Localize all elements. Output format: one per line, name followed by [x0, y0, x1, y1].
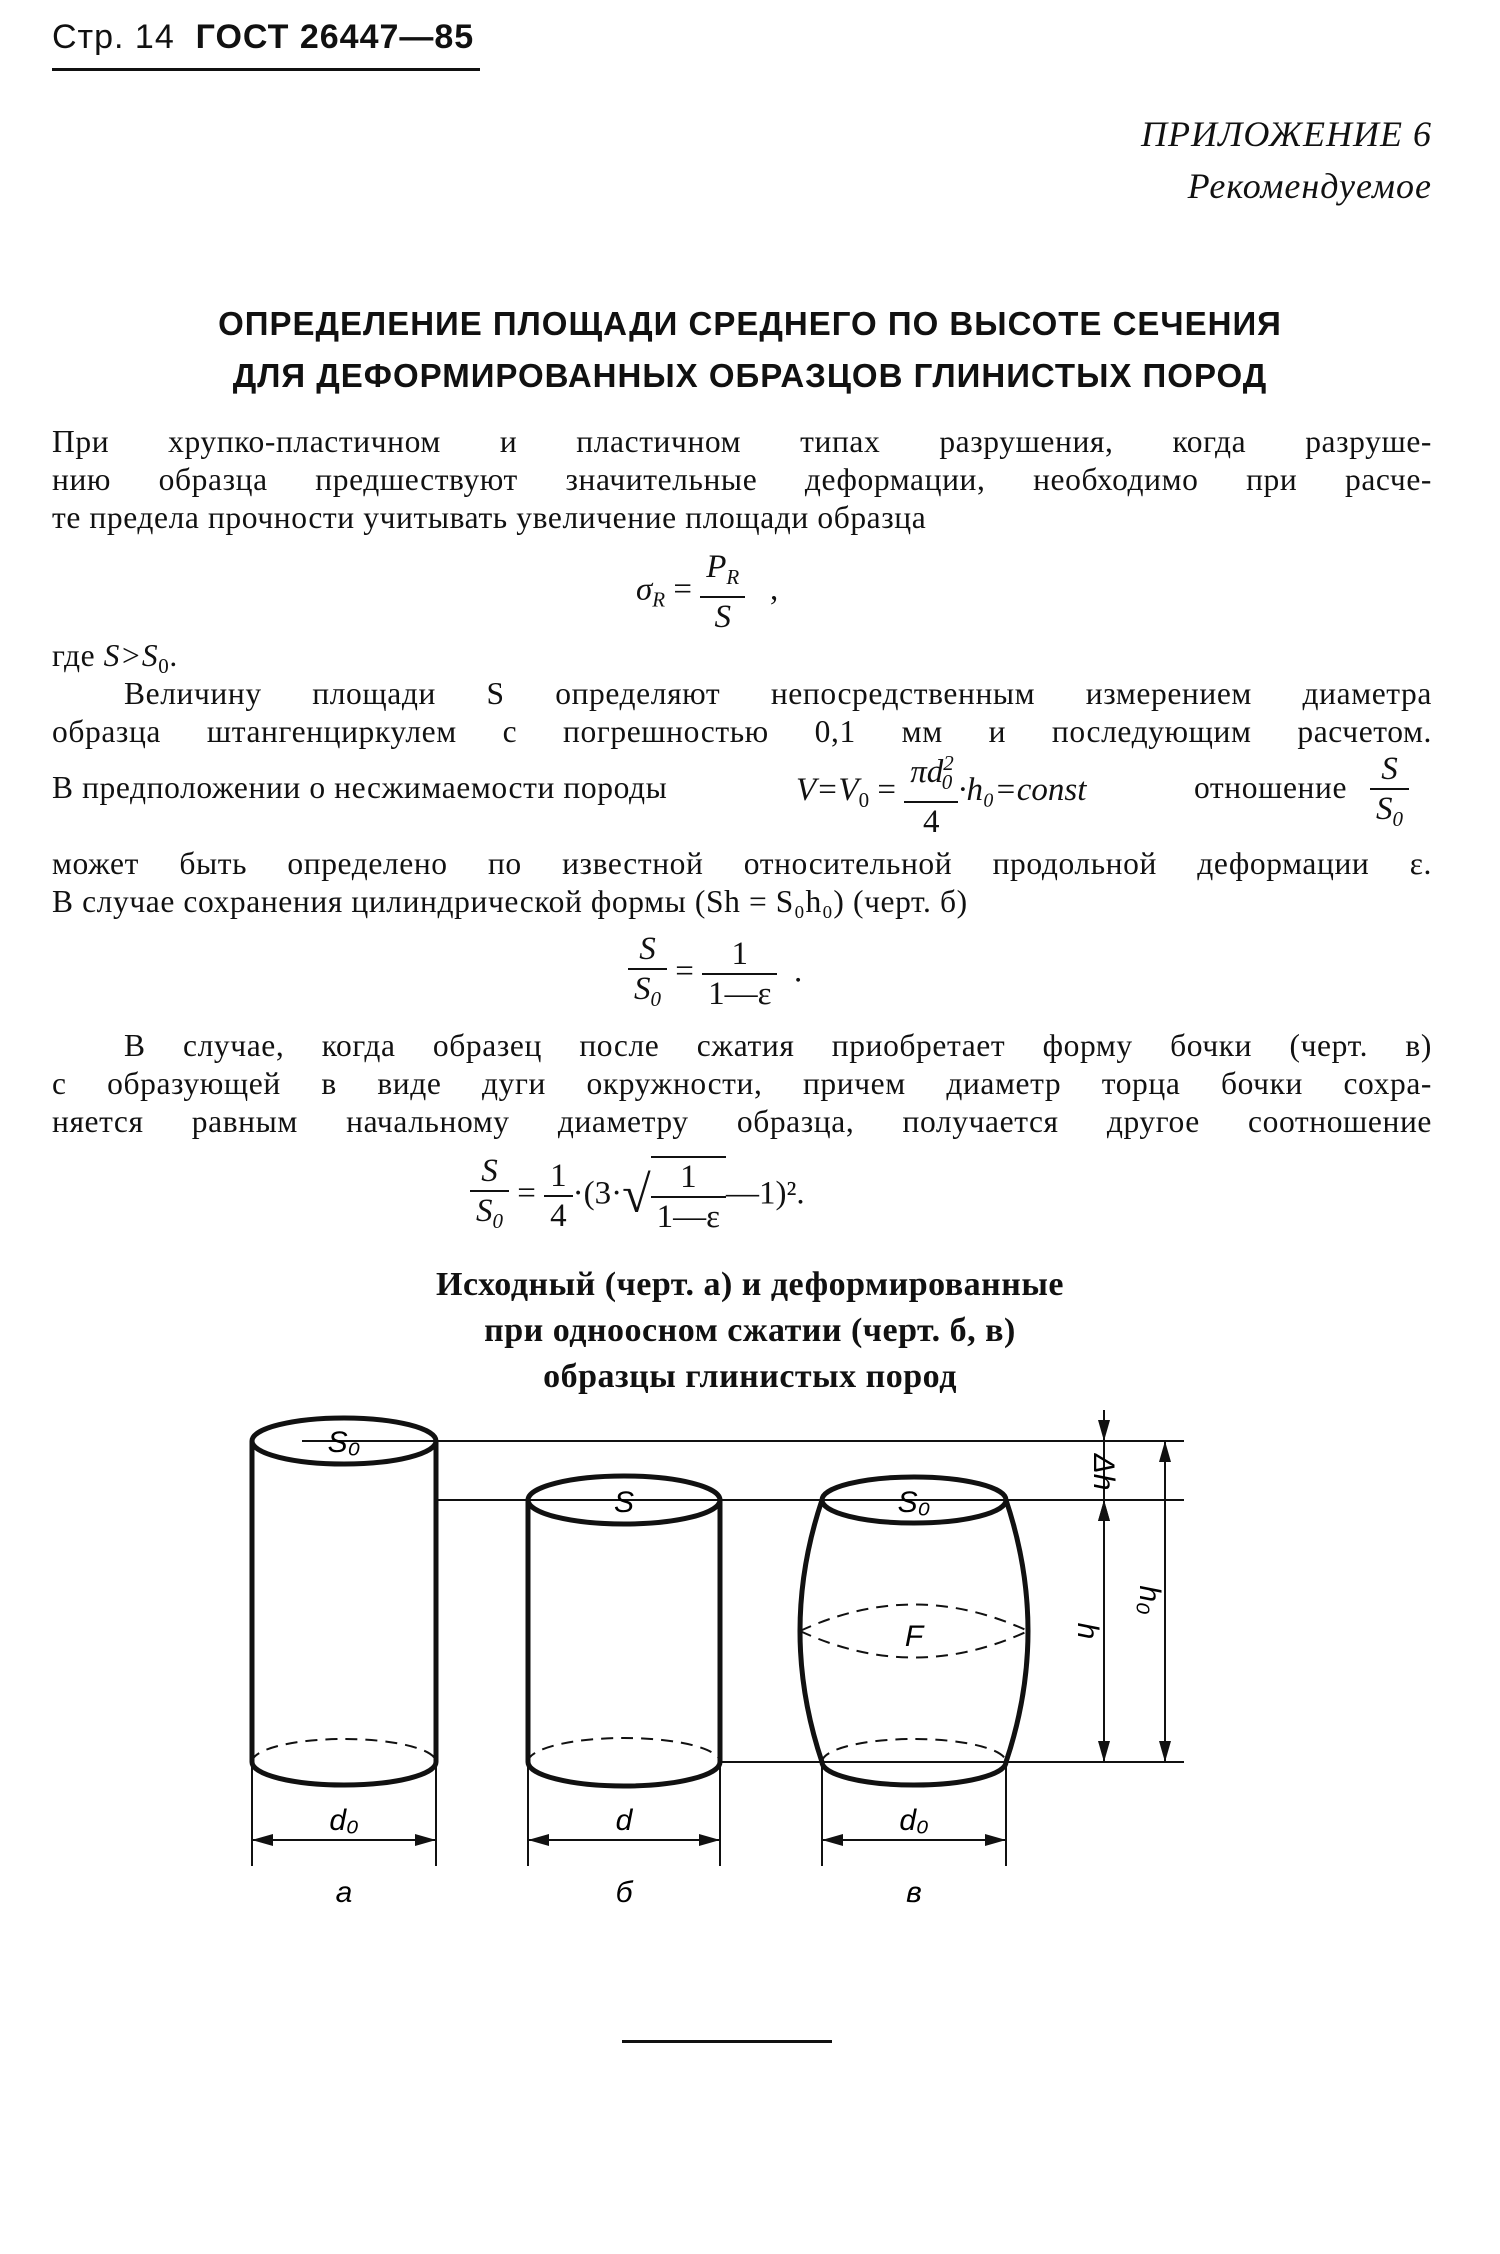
label-fig-b: б — [615, 1876, 633, 1909]
label-d-b: d — [615, 1804, 633, 1837]
label-d0-c: d₀ — [899, 1804, 929, 1837]
para2-line2: образца штангенциркулем с погрешностью 0,1 мм и последующим расчетом. — [52, 714, 1432, 749]
where-line: где $S>S_0$. — [52, 638, 178, 678]
label-s-b: S — [613, 1486, 635, 1519]
label-s0-a: S₀ — [327, 1426, 361, 1459]
caption-line-1: Исходный (черт. а) и деформированные — [436, 1266, 1064, 1303]
title-line-2: ДЛЯ ДЕФОРМИРОВАННЫХ ОБРАЗЦОВ ГЛИНИСТЫХ ПОРОД — [232, 357, 1268, 394]
para3-line2: с образующей в виде дуги окружности, причем диаметр торца бочки сохра- — [52, 1066, 1432, 1101]
ratio-inline: $\frac{S}{S_0}$ — [1370, 750, 1409, 838]
formula-barrel: $\frac{S}{S_0}$ = $\frac{1}{4}$ ·(3·√ $\frac{1}{1—\varepsilon}$ —1)². — [470, 1152, 805, 1240]
label-fig-a: а — [335, 1876, 353, 1909]
label-fig-c: в — [906, 1876, 922, 1909]
arrow-b-right — [699, 1834, 720, 1846]
end-rule — [622, 2040, 832, 2043]
label-s0-c: S₀ — [897, 1486, 931, 1519]
para1-line2: нию образца предшествуют значительные деформации, необходимо при расче- — [52, 462, 1432, 497]
arrow-a-left — [252, 1834, 273, 1846]
appendix-title: ПРИЛОЖЕНИЕ 6 — [1141, 114, 1432, 154]
para2-line1: Величину площади S определяют непосредственным измерением диаметра — [124, 676, 1432, 711]
arrow-dh-top — [1098, 1420, 1110, 1441]
arrow-b-left — [528, 1834, 549, 1846]
para3-line3: няется равным начальному диаметру образца, получается другое соотношение — [52, 1104, 1432, 1139]
para1-line3: те предела прочности учитывать увеличение площади образца — [52, 500, 927, 535]
label-dh: Δh — [1087, 1453, 1120, 1491]
para2-line3a: В предположении о несжимаемости породы — [52, 770, 668, 805]
page-number: Стр. 14 — [52, 18, 175, 56]
label-h: h — [1071, 1622, 1104, 1640]
label-f: F — [904, 1620, 924, 1653]
cylinder-b — [528, 1476, 720, 1786]
para2-line3b: отношение — [1194, 770, 1348, 805]
arrow-dh-bottom — [1098, 1500, 1110, 1521]
arrow-h0-bottom — [1159, 1741, 1171, 1762]
title-line-1: ОПРЕДЕЛЕНИЕ ПЛОЩАДИ СРЕДНЕГО ПО ВЫСОТЕ СЕЧЕНИЯ — [218, 305, 1282, 342]
arrow-h0-top — [1159, 1441, 1171, 1462]
formula-volume: $V=V_0$ = $\frac{\pi d^2_0}{4}$ ·h₀=const — [796, 744, 1086, 841]
arrow-h-bottom — [1098, 1741, 1110, 1762]
formula-sigma: $\sigma_R$ = $\frac{P_R}{S}$ , — [636, 549, 779, 635]
appendix-status: Рекомендуемое — [1187, 166, 1432, 206]
arrow-c-right — [985, 1834, 1006, 1846]
caption-line-2: при одноосном сжатии (черт. б, в) — [484, 1312, 1016, 1349]
gost-number: ГОСТ 26447—85 — [195, 18, 475, 56]
caption-line-3: образцы глинистых пород — [543, 1358, 957, 1395]
label-h0: h₀ — [1133, 1585, 1166, 1615]
arrow-c-left — [822, 1834, 843, 1846]
para1-line1: При хрупко-пластичном и пластичном типах разрушения, когда разруше- — [52, 424, 1432, 459]
label-d0-a: d₀ — [329, 1804, 359, 1837]
formula-cylinder: $\frac{S}{S_0}$ = $\frac{1}{1—\varepsilon}$ . — [628, 930, 802, 1018]
arrow-a-right — [415, 1834, 436, 1846]
cylinder-a — [252, 1418, 436, 1785]
para2-line4: может быть определено по известной относительной продольной деформации ε. — [52, 846, 1432, 881]
para2-line5: В случае сохранения цилиндрической формы (Sh = S₀h₀) (черт. б) — [52, 884, 968, 919]
para3-line1: В случае, когда образец после сжатия приобретает форму бочки (черт. в) — [124, 1028, 1432, 1063]
